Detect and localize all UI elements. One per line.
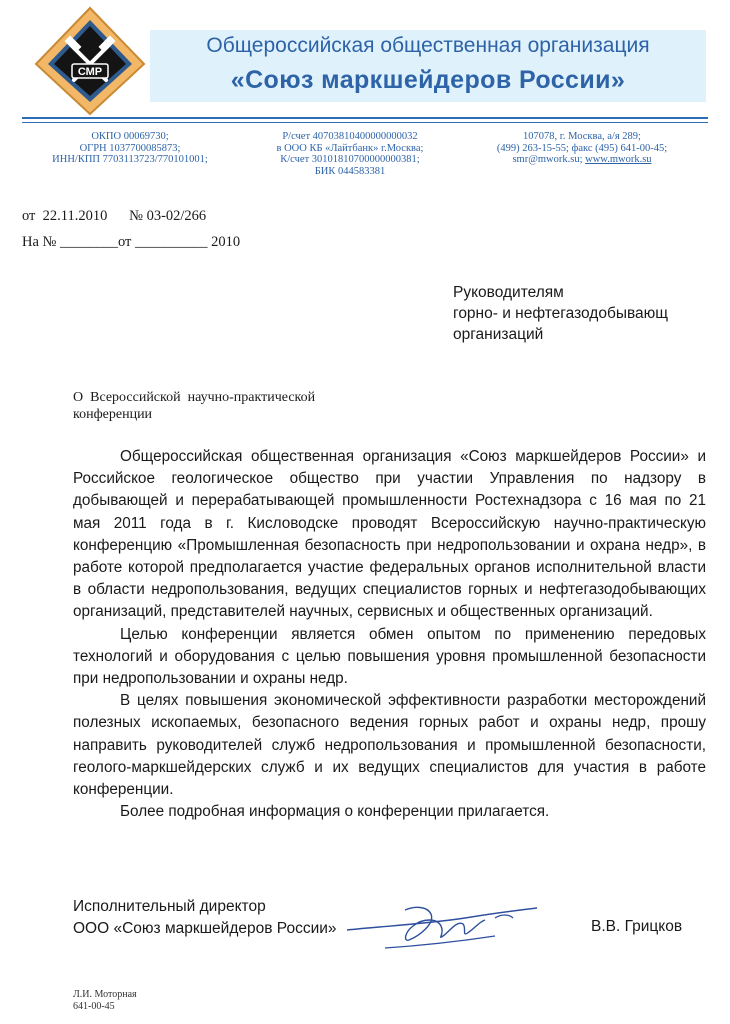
corr-account-line: К/счет 30101810700000000381; (280, 154, 420, 166)
header-rule-thin (22, 122, 708, 123)
subject-line: конференции (73, 407, 153, 422)
body-paragraph: Более подробная информация о конференции прилагается. (120, 803, 550, 821)
header-rule (22, 117, 708, 119)
address-line: 107078, г. Москва, а/я 289; (523, 131, 641, 142)
body-paragraph: Общероссийская общественная организация «Союз маркшейдеров России» и Российское геологическое общество при участии Управления по надзору в добывающей и перерабатывающей промышленности Ростехнадзора с 16 мая по 21 мая 2011 года в г. Кисловодске проводят Всероссийскую научно-практическую конференцию «Промышленная безопасность при недропользовании и охрана недр», в работе которой предполагается участие федеральных органов исполнительной власти в области недропользования, ведущих специалистов горных и нефтегазодобывающих организаций, представителей научных, сервисных и общественных организаций. (73, 448, 706, 621)
website-link[interactable]: www.mwork.su (585, 154, 652, 166)
handwritten-signature (345, 896, 540, 958)
bik-line: БИК 044583381 (314, 165, 386, 177)
okpo-line: ОКПО 00069730; (91, 131, 169, 142)
signatory-block (73, 896, 337, 940)
org-name-line: «Союз маркшейдеров России» (230, 66, 626, 94)
inn-kpp-line: ИНН/КПП 7703113723/770101001; (52, 154, 208, 166)
signatory-org: ООО «Союз маркшейдеров России» (73, 920, 337, 937)
letter-body (73, 446, 706, 823)
org-title-box (150, 30, 706, 102)
requisites-codes (30, 131, 230, 166)
addressee-line: горно- и нефтегазодобывающ (453, 305, 669, 322)
requisites-contacts (462, 131, 702, 166)
contact-separator: ; (579, 154, 586, 166)
addressee (453, 282, 668, 345)
logo-text: СМР (77, 66, 103, 78)
contact-web-line (462, 154, 702, 166)
body-paragraph: Целью конференции является обмен опытом по применению передовых технологий и оборудования с целью повышения уровня промышленной безопасности при недропользовании и охраны недр. (73, 625, 706, 688)
org-type-line: Общероссийская общественная организация (206, 34, 650, 57)
body-paragraph: В целях повышения экономической эффективности разработки месторождений полезных ископаемых, безопасного ведения горных работ и охраны недр, прошу направить руководителей служб недропользования и промышленной безопасности, геолого-маркшейдерских служб и их ведущих специалистов для участия в работе конференции. (73, 692, 706, 799)
email-link[interactable]: smr@mwork.su (512, 154, 580, 166)
signatory-position: Исполнительный директор (73, 898, 266, 915)
addressee-line: Руководителям (453, 284, 564, 301)
requisites-bank (250, 131, 450, 177)
executor-phone: 641-00-45 (73, 1001, 115, 1012)
outgoing-ref: от 22.11.2010 № 03-02/266 (22, 208, 207, 224)
executor-name: Л.И. Моторная (73, 989, 137, 1000)
signatory-name: В.В. Грицков (591, 918, 683, 935)
ogrn-line: ОГРН 1037700085873; (79, 142, 181, 154)
incoming-ref: На № ________от __________ 2010 (22, 234, 241, 250)
subject-line: О Всероссийской научно-практической (73, 390, 316, 405)
executor-info (73, 989, 137, 1013)
account-line: Р/счет 40703810400000000032 (282, 131, 418, 142)
bank-line: в ООО КБ «Лайтбанк» г.Москва; (276, 142, 424, 154)
letter-subject (73, 389, 315, 423)
phone-line: (499) 263-15-55; факс (495) 641-00-45; (496, 142, 668, 154)
addressee-line: организаций (453, 326, 544, 343)
smr-logo (32, 6, 148, 116)
